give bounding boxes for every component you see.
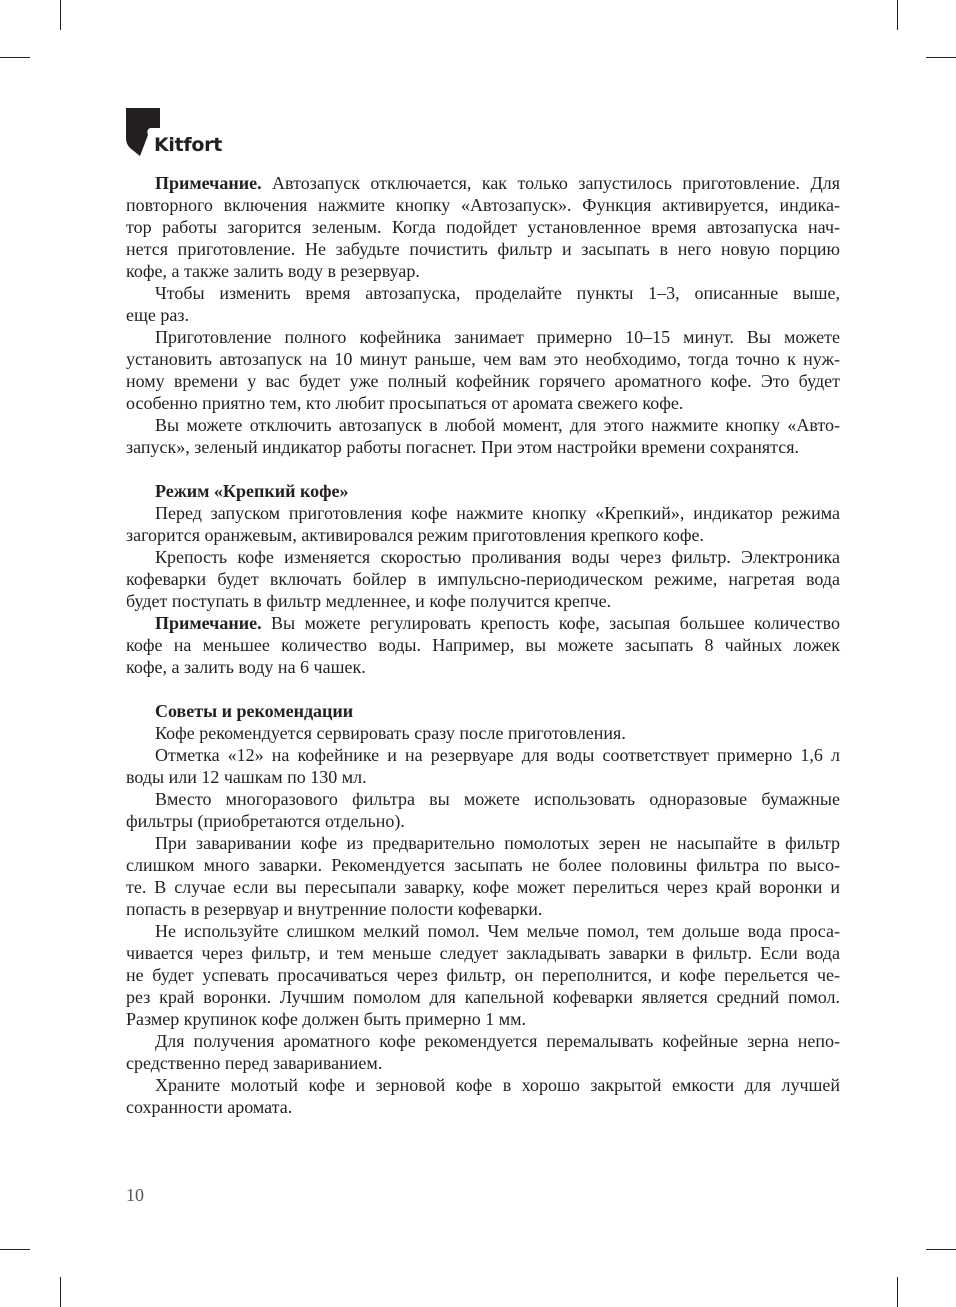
line-text: Крепость кофе изменяется скоростью проливания воды через фильтр. Электроника [155, 547, 840, 567]
line-text: Храните молотый кофе и зерновой кофе в хорошо закрытой емкости для лучшей [155, 1075, 840, 1095]
crop-mark [0, 57, 30, 58]
line-text: попасть в резервуар и внутренние полости кофеварки. [126, 899, 543, 919]
text-line [126, 370, 840, 392]
text-line [126, 524, 840, 546]
text-line [126, 942, 840, 964]
line-text: Для получения ароматного кофе рекомендуется перемалывать кофейные зерна непо- [155, 1031, 840, 1051]
text-line [126, 634, 840, 656]
line-text: не будет успевать просачиваться через фильтр, он переполнится, и кофе перельется че- [126, 965, 840, 985]
paragraph [126, 502, 840, 546]
crop-mark [926, 57, 956, 58]
text-line [126, 612, 840, 634]
paragraph-spacer [126, 458, 840, 480]
text-line [126, 656, 840, 678]
text-line [126, 216, 840, 238]
line-text: Перед запуском приготовления кофе нажмите кнопку «Крепкий», индикатор режима [155, 503, 840, 523]
text-line [126, 1096, 840, 1118]
crop-mark [926, 1249, 956, 1250]
line-text: ному времени у вас будет уже полный кофейник горячего ароматного кофе. Это будет [126, 371, 840, 391]
text-line [126, 436, 840, 458]
crop-mark [897, 1277, 898, 1307]
note-label: Примечание. [155, 613, 262, 633]
crop-mark [0, 1249, 30, 1250]
paragraph [126, 172, 840, 282]
paragraph [126, 1074, 840, 1118]
line-text: нется приготовление. Не забудьте почистить фильтр и засыпать в него новую порцию [126, 239, 840, 259]
text-line [126, 876, 840, 898]
line-text: Автозапуск отключается, как только запустилось приготовление. Для [261, 173, 840, 193]
paragraph [126, 326, 840, 414]
line-text: кофе, а также залить воду в резервуар. [126, 261, 420, 281]
text-line [126, 392, 840, 414]
section-heading: Режим «Крепкий кофе» [155, 481, 349, 501]
paragraph [126, 414, 840, 458]
text-line [126, 282, 840, 304]
paragraph [126, 920, 840, 1030]
line-text: будет поступать в фильтр медленнее, и кофе получится крепче. [126, 591, 612, 611]
line-text: воды или 12 чашкам по 130 мл. [126, 767, 367, 787]
text-line [126, 810, 840, 832]
text-line [126, 898, 840, 920]
line-text: Отметка «12» на кофейнике и на резервуаре для воды соответствует примерно 1,6 л [155, 745, 840, 765]
paragraph-spacer [126, 678, 840, 700]
line-text: Чтобы изменить время автозапуска, проделайте пункты 1–3, описанные выше, [155, 283, 840, 303]
text-line [126, 854, 840, 876]
text-line [126, 304, 840, 326]
brand-logo-text: Kitfort [154, 134, 222, 156]
line-text: еще раз. [126, 305, 189, 325]
line-text: Вы можете отключить автозапуск в любой момент, для этого нажмите кнопку «Авто- [155, 415, 840, 435]
paragraph [126, 832, 840, 920]
line-text: тор работы загорится зеленым. Когда подойдет установленное время автозапуска нач- [126, 217, 840, 237]
paragraph [126, 1030, 840, 1074]
line-text: Приготовление полного кофейника занимает примерно 10–15 минут. Вы можете [155, 327, 840, 347]
line-text: Вместо многоразового фильтра вы можете использовать одноразовые бумажные [155, 789, 840, 809]
line-text: те. В случае если вы пересыпали заварку, кофе может перелиться через край воронки и [126, 877, 840, 897]
paragraph [126, 546, 840, 612]
page-number: 10 [126, 1185, 144, 1205]
paragraph [126, 722, 840, 744]
line-text: загорится оранжевым, активировался режим приготовления крепкого кофе. [126, 525, 705, 545]
line-text: Размер крупинок кофе должен быть примерно 1 мм. [126, 1009, 526, 1029]
crop-mark [60, 0, 61, 30]
paragraph [126, 788, 840, 832]
crop-mark [897, 0, 898, 30]
paragraph [126, 612, 840, 678]
text-line [126, 568, 840, 590]
line-text: кофе на меньшее количество воды. Например, вы можете засыпать 8 чайных ложек [126, 635, 840, 655]
text-line [126, 964, 840, 986]
note-label: Примечание. [155, 173, 262, 193]
line-text: кофе, а залить воду на 6 чашек. [126, 657, 366, 677]
text-line [126, 194, 840, 216]
text-line [126, 1030, 840, 1052]
line-text: Не используйте слишком мелкий помол. Чем мельче помол, тем дольше вода проса- [155, 921, 840, 941]
text-line [126, 326, 840, 348]
line-text: установить автозапуск на 10 минут раньше, чем вам это необходимо, тогда точно к нуж- [126, 349, 840, 369]
text-line [126, 238, 840, 260]
section-heading: Советы и рекомендации [155, 701, 354, 721]
crop-mark [60, 1277, 61, 1307]
document-body [126, 172, 840, 1118]
text-line [126, 1052, 840, 1074]
text-line [126, 502, 840, 524]
text-line [126, 788, 840, 810]
line-text: особенно приятно тем, кто любит просыпаться от аромата свежего кофе. [126, 393, 684, 413]
text-line [126, 260, 840, 282]
text-line [126, 348, 840, 370]
line-text: Кофе рекомендуется сервировать сразу после приготовления. [155, 723, 626, 743]
paragraph [126, 282, 840, 326]
line-text: кофеварки будет включать бойлер в импульсно-периодическом режиме, нагретая вода [126, 569, 840, 589]
line-text: Вы можете регулировать крепость кофе, засыпая большее количество [261, 613, 840, 633]
line-text: фильтры (приобретаются отдельно). [126, 811, 405, 831]
text-line [126, 766, 840, 788]
text-line [126, 1008, 840, 1030]
line-text: слишком много заварки. Рекомендуется засыпать не более половины фильтра по высо- [126, 855, 840, 875]
text-line [126, 986, 840, 1008]
line-text: средственно перед завариванием. [126, 1053, 383, 1073]
text-line [126, 590, 840, 612]
text-line [126, 172, 840, 194]
paragraph [126, 744, 840, 788]
text-line [126, 744, 840, 766]
line-text: повторного включения нажмите кнопку «Автозапуск». Функция активируется, индика- [126, 195, 840, 215]
text-line [126, 832, 840, 854]
line-text: сохранности аромата. [126, 1097, 293, 1117]
text-line [126, 414, 840, 436]
text-line [126, 1074, 840, 1096]
text-line [126, 546, 840, 568]
line-text: рез край воронки. Лучшим помолом для капельной кофеварки является средний помол. [126, 987, 840, 1007]
line-text: запуск», зеленый индикатор работы погаснет. При этом настройки времени сохранятся. [126, 437, 800, 457]
text-line [126, 722, 840, 744]
line-text: чивается через фильтр, и тем меньше следует закладывать заварки в фильтр. Если вода [126, 943, 840, 963]
text-line [126, 920, 840, 942]
line-text: При заваривании кофе из предварительно помолотых зерен не насыпайте в фильтр [155, 833, 840, 853]
